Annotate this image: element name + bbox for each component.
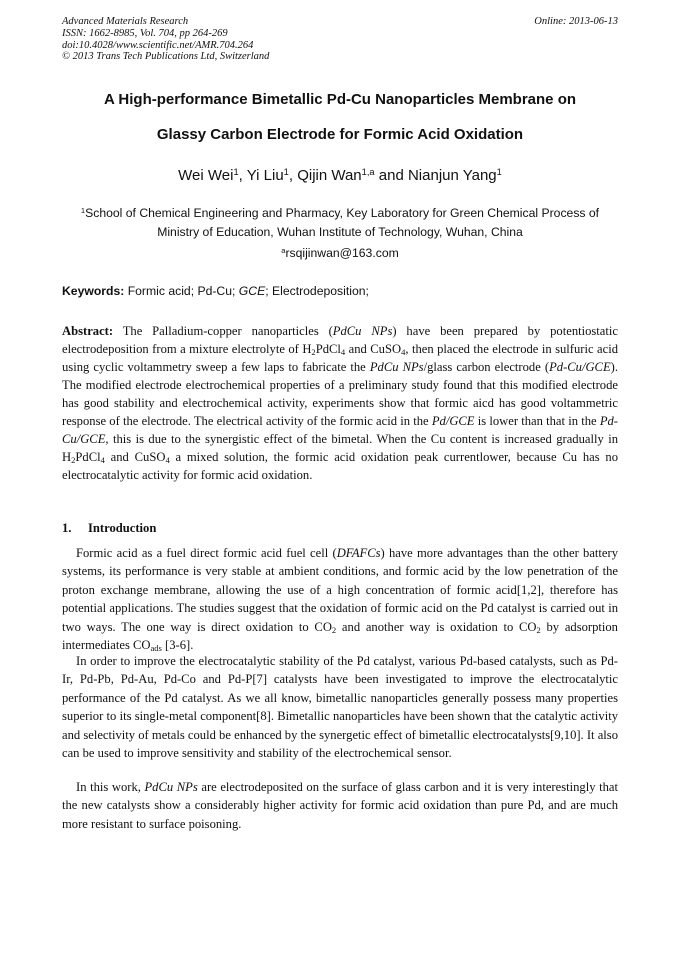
italic-term: DFAFCs bbox=[336, 546, 381, 560]
author-name: Nianjun Yang bbox=[407, 167, 497, 184]
subscript: 2 bbox=[311, 347, 316, 358]
paper-title-line-1: A High-performance Bimetallic Pd-Cu Nanoparticles Membrane on bbox=[103, 91, 577, 108]
keyword: Electrodeposition bbox=[272, 284, 366, 298]
keyword-list bbox=[128, 284, 369, 298]
keyword: Formic acid bbox=[127, 284, 191, 298]
text-run: and another way is oxidation to CO bbox=[336, 619, 537, 634]
author-separator: and bbox=[374, 167, 408, 184]
italic-term: Pd-Cu/GCE bbox=[62, 414, 618, 446]
author-name: Yi Liu bbox=[246, 167, 284, 184]
text-run: a mixed solution, the formic acid oxidation peak currentlower, because Cu has no electrocatalytic activity for formic acid oxidation. bbox=[62, 450, 618, 482]
text-run: is lower than that in the bbox=[474, 414, 600, 428]
section-heading bbox=[62, 521, 156, 536]
author bbox=[408, 167, 502, 184]
text-run: Formic acid as a fuel direct formic acid fuel cell ( bbox=[76, 546, 337, 560]
keyword: GCE bbox=[238, 284, 266, 298]
text-run: [3-6]. bbox=[161, 638, 194, 653]
affiliation bbox=[62, 204, 618, 242]
journal-header bbox=[62, 16, 618, 63]
author-affiliation-mark: 1 bbox=[283, 166, 289, 177]
text-run: The Palladium-copper nanoparticles ( bbox=[113, 324, 333, 338]
text-run: and CuSO bbox=[345, 342, 402, 356]
text-run: ) have been prepared by potentiostatic electrodeposition from a mixture electrolyte of H bbox=[62, 324, 618, 356]
text-run: In this work, bbox=[76, 780, 145, 794]
author-affiliation-mark: 1,a bbox=[361, 166, 375, 177]
text-run: PdCl bbox=[315, 342, 341, 356]
subscript: 2 bbox=[331, 624, 337, 635]
body-paragraph bbox=[62, 544, 618, 654]
text-run: /glass carbon electrode ( bbox=[423, 360, 550, 374]
author bbox=[247, 167, 297, 184]
abstract bbox=[62, 322, 618, 484]
subscript: 2 bbox=[71, 455, 76, 466]
author-separator: , bbox=[238, 167, 247, 184]
subscript: 4 bbox=[401, 347, 406, 358]
author bbox=[297, 167, 408, 184]
issn-line: ISSN: 1662-8985, Vol. 704, pp 264-269 bbox=[62, 27, 228, 39]
abstract-label: Abstract: bbox=[62, 324, 114, 338]
keyword-separator: ; bbox=[232, 284, 239, 298]
keywords bbox=[62, 284, 618, 298]
italic-term: PdCu NPs bbox=[332, 324, 393, 338]
keyword-separator: ; bbox=[190, 284, 198, 298]
author bbox=[178, 167, 247, 184]
text-run: PdCl bbox=[75, 450, 101, 464]
author-affiliation-mark: 1 bbox=[233, 166, 239, 177]
author-name: Qijin Wan bbox=[297, 167, 362, 184]
online-date: Online: 2013-06-13 bbox=[534, 16, 618, 27]
italic-term: Pd-Cu/GCE bbox=[549, 360, 611, 374]
subscript: 4 bbox=[100, 455, 105, 466]
author-list bbox=[62, 167, 618, 184]
italic-term: PdCu NPs bbox=[144, 780, 198, 794]
keywords-label: Keywords: bbox=[62, 284, 125, 298]
section-number: 1. bbox=[62, 521, 72, 535]
keyword: Pd-Cu bbox=[197, 284, 233, 298]
journal-name: Advanced Materials Research bbox=[62, 16, 189, 27]
author-affiliation-mark: 1 bbox=[496, 166, 502, 177]
subscript: ads bbox=[150, 643, 162, 654]
email-mark: a bbox=[281, 245, 286, 255]
text-run: are electrodeposited on the surface of glass carbon and it is very interestingly that the new catalysts show a considerably higher activity for formic acid oxidation than pure Pd, and are much more resistant to surface poisoning. bbox=[62, 780, 618, 831]
text-run: and CuSO bbox=[104, 450, 166, 464]
subscript: 4 bbox=[340, 347, 346, 358]
doi-line: doi:10.4028/www.scientific.net/AMR.704.264 bbox=[62, 39, 254, 51]
email-address[interactable]: rsqijinwan@163.com bbox=[285, 246, 399, 260]
abstract-text bbox=[62, 324, 618, 482]
text-run: ). The modified electrode electrochemical properties of a preliminary study found that this modified electrode has good stability and electrochemical activity, experiments show that formic aicd has good voltammetric response of the electrode. The electrical activity of the formic acid in the bbox=[62, 360, 618, 428]
text-run: , then placed the electrode in sulfuric acid using cyclic voltammetry sweep a few laps to fabricate the bbox=[62, 342, 618, 374]
author-name: Wei Wei bbox=[178, 167, 234, 184]
affiliation-mark: 1 bbox=[80, 205, 86, 215]
corresponding-email bbox=[62, 244, 618, 263]
keyword-separator: ; bbox=[265, 284, 272, 298]
text-run: In order to improve the electrocatalytic stability of the Pd catalyst, various Pd-based catalysts, such as Pd-Ir, Pd-Pb, Pd-Au, Pd-Co and Pd-P[7] catalysts have been investigated to improve the electrocatalytic performance of the Pd catalyst. As we all know, bimetallic nanoparticles generally possess many properties superior to its single-metal component[8]. Bimetallic nanoparticles have been shown that the catalytic activity and selectivity of metals could be enhanced by the synergetic effect of bimetallic electrocatalysts[9,10]. It also can be used to improve sensitivity and stability of the electrochemical sensor. bbox=[62, 654, 618, 761]
keyword-separator: ; bbox=[365, 284, 369, 298]
subscript: 2 bbox=[536, 624, 541, 635]
body-paragraph bbox=[62, 778, 618, 833]
author-separator: , bbox=[288, 167, 298, 184]
text-run: , this is due to the synergistic effect of the bimetal. When the Cu content is increased gradually in H bbox=[62, 432, 618, 464]
italic-term: Pd/GCE bbox=[431, 414, 475, 428]
subscript: 4 bbox=[165, 455, 170, 466]
affiliation-text: School of Chemical Engineering and Pharmacy, Key Laboratory for Green Chemical Process of Ministry of Education, Wuhan Institute of Technology, Wuhan, China bbox=[85, 206, 600, 239]
copyright-line: © 2013 Trans Tech Publications Ltd, Switzerland bbox=[62, 51, 270, 63]
text-run: ) have more advantages than the other battery systems, its performance is very stable at ambient conditions, and formic acid by the low penetration of the proton exchange membrane, allowing the use of a high concentration of formic acid[1,2], therefore has potential applications. The studies suggest that the oxidation of formic acid on the Pd catalyst is carried out in two ways. The one way is direct oxidation to CO bbox=[62, 546, 618, 634]
paper-title-line-2: Glassy Carbon Electrode for Formic Acid Oxidation bbox=[156, 126, 524, 143]
body-paragraph bbox=[62, 652, 618, 762]
italic-term: PdCu NPs bbox=[369, 360, 424, 374]
section-title: Introduction bbox=[88, 521, 157, 535]
text-run: by adsorption intermediates CO bbox=[62, 619, 618, 653]
